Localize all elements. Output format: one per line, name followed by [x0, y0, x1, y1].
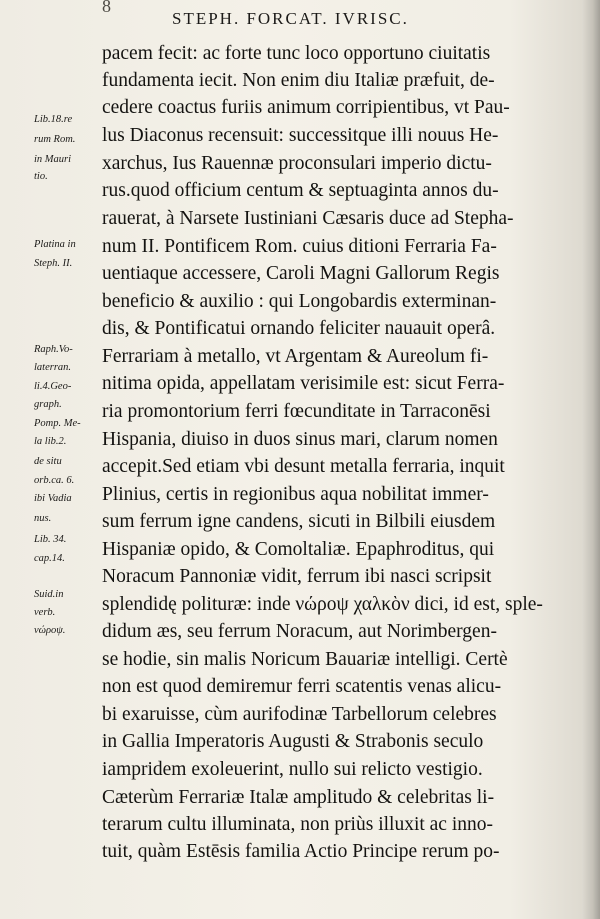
margin-note: Lib. 34.	[34, 534, 67, 545]
body-line: pacem fecit: ac forte tunc loco opportuno ciuitatis	[102, 43, 491, 64]
body-line: rus.quod officium centum & septuaginta annos du-	[102, 180, 499, 201]
body-line: tuit, quàm Estēsis familia Actio Principe rerum po-	[102, 841, 500, 862]
margin-note: νώροψ.	[34, 625, 66, 636]
body-line: terarum cultu illuminata, non priùs illuxit ac inno-	[102, 814, 493, 835]
margin-note: Platina in	[34, 239, 76, 250]
margin-note: in Mauri	[34, 154, 72, 165]
body-line: fundamenta iecit. Non enim diu Italiæ præfuit, de-	[102, 70, 495, 91]
body-line: lus Diaconus recensuit: successitque illi nouus He-	[102, 125, 499, 146]
body-line: Ferrariam à metallo, vt Argentam & Aureolum fi-	[102, 346, 489, 367]
body-line: Cæterùm Ferrariæ Italæ amplitudo & celebritas li-	[102, 787, 495, 808]
margin-note: rum Rom.	[34, 134, 76, 145]
margin-note: Steph. II.	[34, 258, 73, 269]
margin-note: Pomp. Me-	[34, 418, 81, 429]
body-line: rauerat, à Narsete Iustiniani Cæsaris duce ad Stepha-	[102, 208, 514, 229]
body-line: beneficio & auxilio : qui Longobardis exterminan-	[102, 291, 497, 312]
body-line: cedere coactus furiis animum corripientibus, vt Pau-	[102, 97, 510, 118]
page-edge-shadow	[582, 0, 600, 919]
margin-note: li.4.Geo-	[34, 381, 72, 392]
body-line: Hispaniæ opido, & Comoltaliæ. Epaphroditus, qui	[102, 539, 495, 560]
body-line: nitima opida, appellatam verisimile est: sicut Ferra-	[102, 373, 505, 394]
body-line: Hispania, diuiso in duos sinus mari, clarum nomen	[102, 429, 498, 450]
margin-note: Raph.Vo-	[34, 344, 73, 355]
body-line: Noracum Pannoniæ vidit, ferrum ibi nasci scripsit	[102, 566, 492, 587]
body-line: didum æs, seu ferrum Noracum, aut Norimbergen-	[102, 621, 497, 642]
body-line: splendidę polituræ: inde νώροψ χαλκὸν dici, id est, sple-	[102, 594, 543, 615]
margin-note: orb.ca. 6.	[34, 475, 75, 486]
margin-note: cap.14.	[34, 553, 65, 564]
body-line: Plinius, certis in regionibus aqua nobilitat immer-	[102, 484, 489, 505]
body-line: uentiaque accessere, Caroli Magni Gallorum Regis	[102, 263, 500, 284]
body-line: sum ferrum igne candens, sicuti in Bilbili eiusdem	[102, 511, 496, 532]
margin-note: la lib.2.	[34, 436, 67, 447]
body-line: xarchus, Ius Rauennæ proconsulari imperio dictu-	[102, 153, 492, 174]
body-line: non est quod demiremur ferri scatentis venas alicu-	[102, 676, 502, 697]
page-number: 8	[102, 0, 111, 16]
margin-note: verb.	[34, 607, 56, 618]
margin-note: tio.	[34, 171, 48, 182]
body-line: accepit.Sed etiam vbi desunt metalla ferraria, inquit	[102, 456, 505, 477]
running-head: STEPH. FORCAT. IVRISC.	[172, 9, 409, 28]
margin-note: graph.	[34, 399, 62, 410]
body-line: dis, & Pontificatui ornando feliciter nauauit operâ.	[102, 318, 496, 339]
body-line: in Gallia Imperatoris Augusti & Strabonis seculo	[102, 731, 484, 752]
margin-note: Suid.in	[34, 589, 64, 600]
body-line: num II. Pontificem Rom. cuius ditioni Ferraria Fa-	[102, 236, 497, 257]
body-line: bi exaruisse, cùm aurifodinæ Tarbellorum celebres	[102, 704, 497, 725]
margin-note: nus.	[34, 513, 52, 524]
margin-note: de situ	[34, 456, 62, 467]
margin-note: Lib.18.re	[34, 114, 73, 125]
margin-note: laterran.	[34, 362, 72, 373]
body-line: ria promontorium ferri fœcunditate in Tarraconēsi	[102, 401, 491, 422]
body-line: se hodie, sin malis Noricum Bauariæ intelligi. Certè	[102, 649, 508, 670]
margin-note: ibi Vadia	[34, 493, 72, 504]
body-line: iampridem exoleuerint, nullo sui relicto vestigio.	[102, 759, 483, 780]
